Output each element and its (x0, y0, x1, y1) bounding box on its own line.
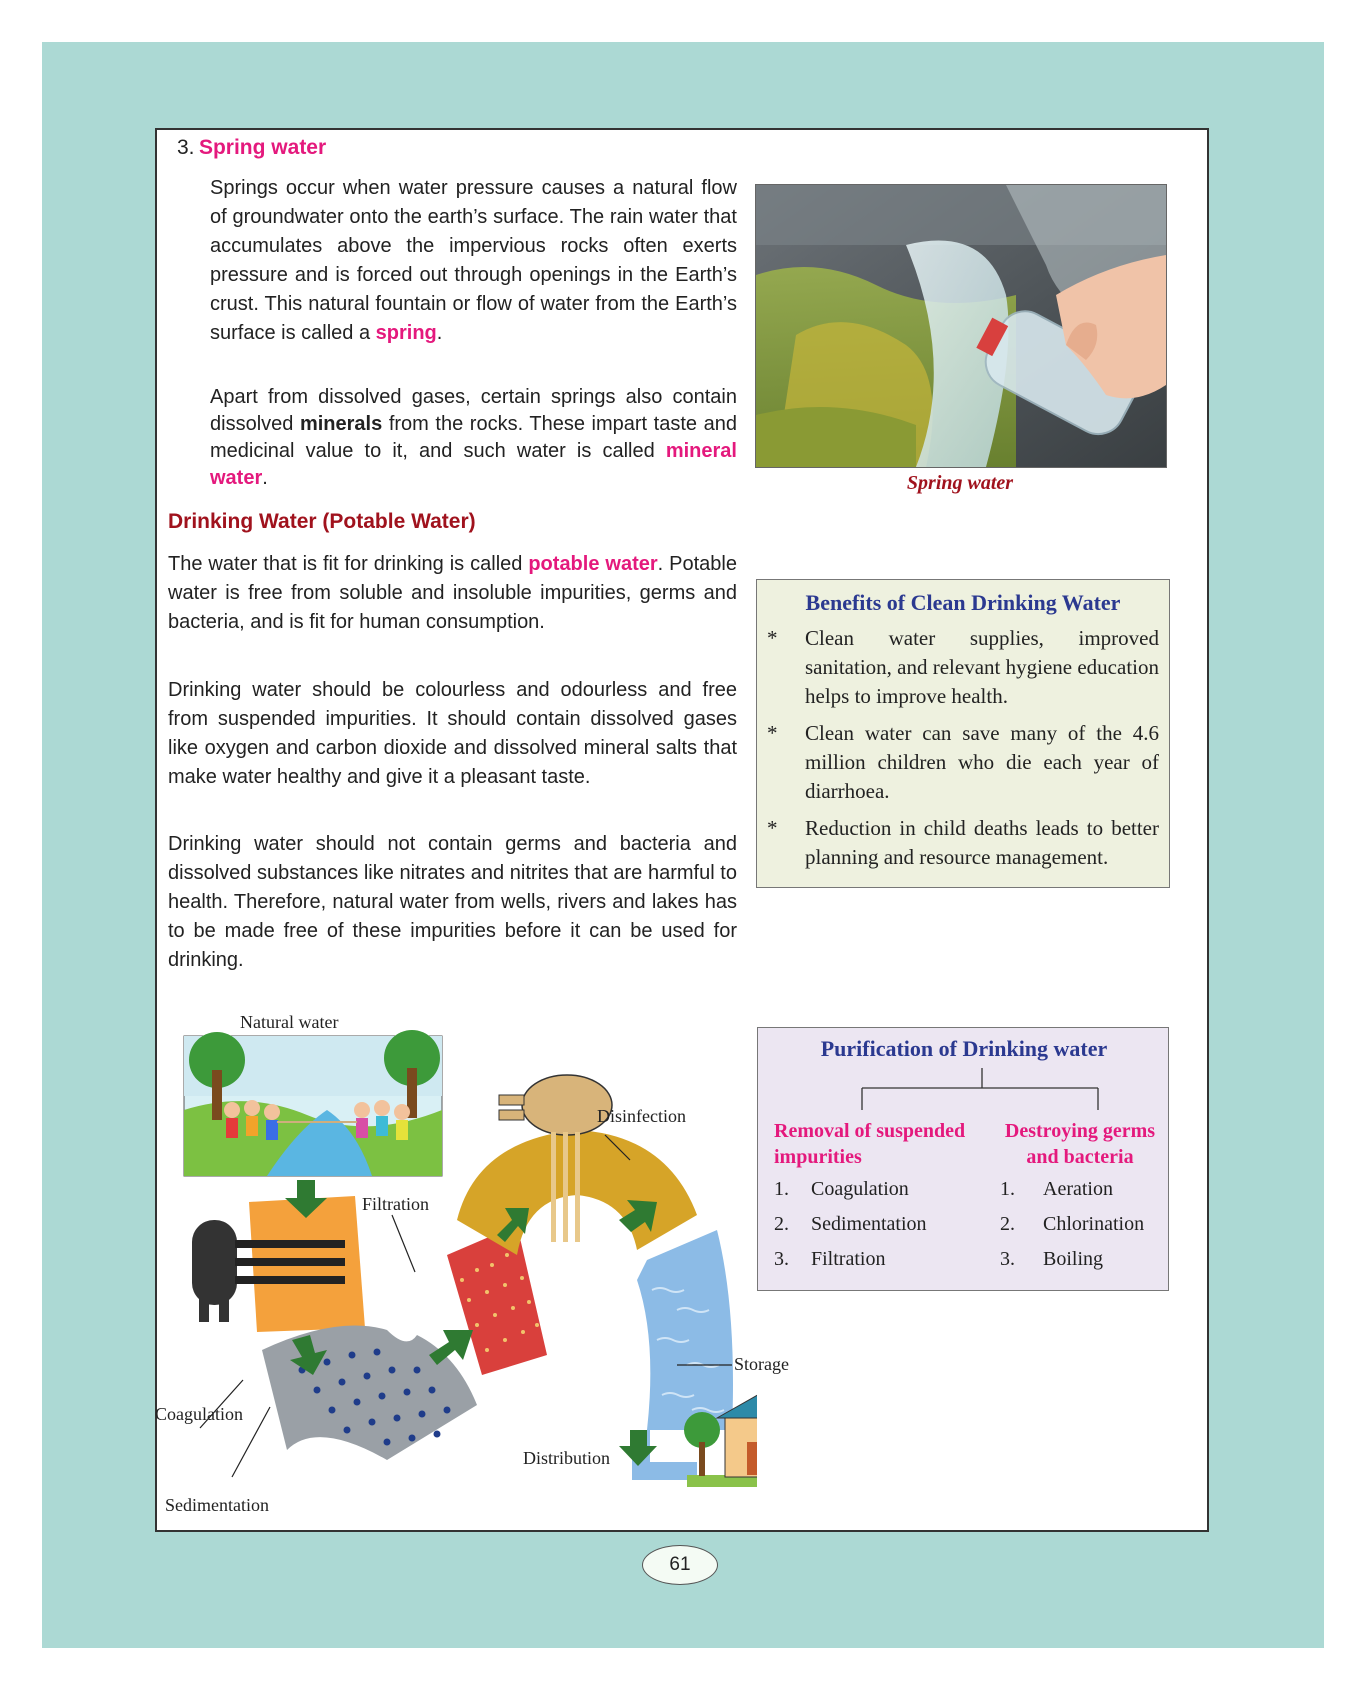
benefits-title: Benefits of Clean Drinking Water (805, 590, 1121, 615)
label-natural-water: Natural water (240, 1012, 339, 1032)
term-spring: spring (375, 322, 437, 344)
destroying-item: 3. Boiling (1000, 1248, 1104, 1270)
removal-heading: Removal of suspended impurities (774, 1120, 966, 1168)
label-distribution: Distribution (523, 1448, 611, 1468)
spring-paragraph-2: Apart from dissolved gases, certain springs also contain dissolved minerals from the rocks. These impart taste and medicinal value to it, and such water is called mineral water. (210, 386, 737, 489)
removal-item: 1. Coagulation (774, 1178, 909, 1200)
mixer-motor (192, 1220, 237, 1305)
photo-caption: Spring water (906, 472, 1014, 494)
section-heading (177, 136, 326, 160)
destroying-item: 1. Aeration (1000, 1178, 1113, 1200)
spring-paragraph-1: Springs occur when water pressure causes a natural flow of groundwater onto the earth’s surface. The rain water that accumulates above the impervious rocks often exerts pressure and is forced out through openings in the Earth’s crust. This natural fountain or flow of water from the Earth’s surface is called a spring. (210, 177, 737, 344)
label-sedimentation: Sedimentation (165, 1495, 269, 1515)
drinking-water-heading: Drinking Water (Potable Water) (168, 510, 476, 533)
purification-title: Purification of Drinking water (820, 1036, 1108, 1061)
purification-diagram-graphic (157, 1010, 757, 1530)
term-potable-water: potable water (528, 553, 658, 575)
destroying-item: 2. Chlorination (1000, 1213, 1145, 1235)
benefit-item: * Clean water supplies, improved sanitation, and relevant hygiene education helps to improve health. (767, 626, 1159, 708)
page-number: 61 (642, 1545, 718, 1585)
destroying-list (1000, 1178, 1144, 1283)
benefit-item: * Reduction in child deaths leads to better planning and resource management. (767, 816, 1159, 869)
purification-branch-lines (758, 1028, 1170, 1118)
term-mineral-water: mineral water (210, 440, 737, 489)
label-coagulation: Coagulation (155, 1404, 243, 1424)
benefits-list (767, 624, 1159, 872)
purification-box (757, 1027, 1169, 1291)
natural-water-picture (184, 1030, 442, 1176)
spring-water-photo (755, 184, 1167, 468)
drinking-paragraph-3: Drinking water should not contain germs and bacteria and dissolved substances like nitrates and nitrites that are harmful to health. Therefore, natural water from wells, rivers and lakes has to be made free of these impurities before it can be used for drinking. (168, 833, 737, 971)
benefits-box (756, 579, 1170, 888)
removal-list (774, 1178, 927, 1283)
label-storage: Storage (734, 1354, 789, 1374)
textbook-page (155, 128, 1209, 1532)
drinking-paragraph-2: Drinking water should be colourless and odourless and free from suspended impurities. It should contain dissolved gases like oxygen and carbon dioxide and dissolved mineral salts that make water healthy and give it a pleasant taste. (168, 679, 737, 788)
removal-item: 3. Filtration (774, 1248, 886, 1270)
section-number: 3. (177, 136, 195, 159)
label-filtration: Filtration (362, 1194, 429, 1214)
destroying-heading: Destroying germs and bacteria (1004, 1120, 1156, 1168)
label-disinfection: Disinfection (597, 1106, 686, 1126)
purification-diagram (155, 1010, 789, 1530)
removal-item: 2. Sedimentation (774, 1213, 927, 1235)
benefit-item: * Clean water can save many of the 4.6 million children who die each year of diarrhoea. (767, 721, 1159, 803)
storage-tank (637, 1230, 733, 1430)
drinking-paragraph-1: The water that is fit for drinking is called potable water. Potable water is free from soluble and insoluble impurities, germs and bacteria, and is fit for human consumption. (168, 553, 737, 633)
term-minerals: minerals (299, 413, 383, 435)
spring-photo-illustration (756, 185, 1166, 467)
section-title: Spring water (198, 136, 327, 159)
